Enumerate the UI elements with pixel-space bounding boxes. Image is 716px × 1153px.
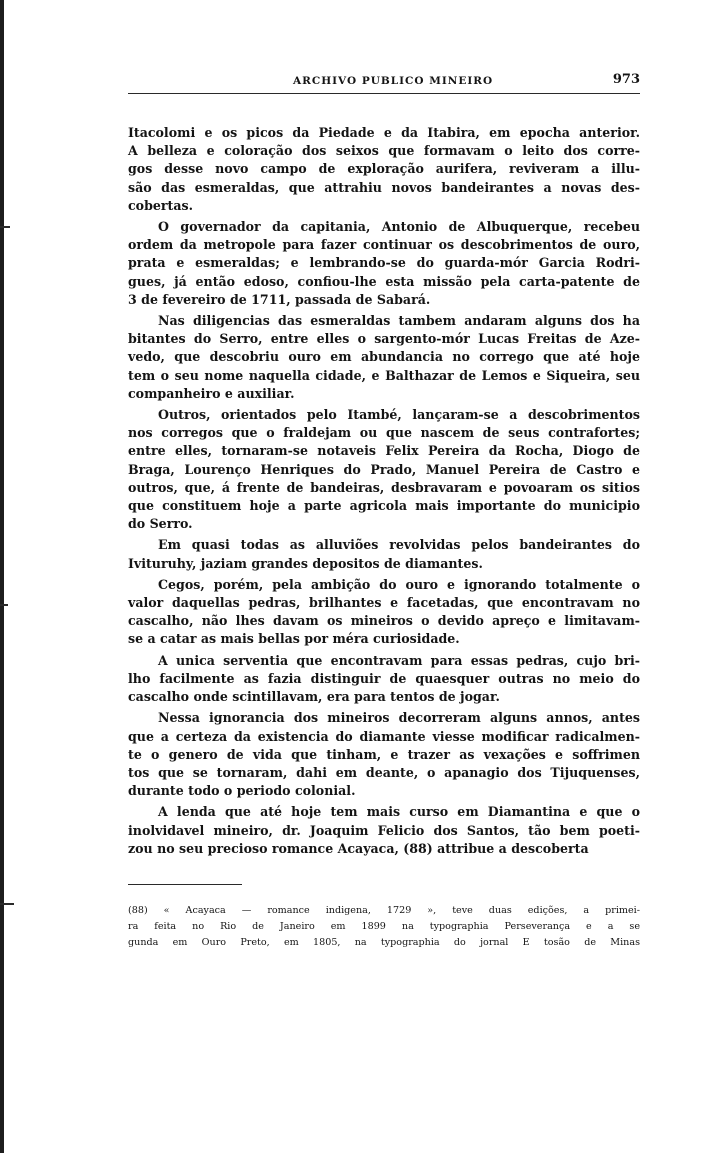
footnote-rule bbox=[128, 884, 242, 885]
footnote-line: (88) « Acayaca — romance indigena, 1729 », teve duas edições, a primei- bbox=[128, 904, 640, 916]
text-line: companheiro e auxiliar. bbox=[128, 385, 295, 401]
text-line: ordem da metropole para fazer continuar os descobrimentos de ouro, bbox=[128, 237, 640, 253]
text-line: A lenda que até hoje tem mais curso em Diamantina e que o bbox=[158, 804, 640, 820]
paragraph bbox=[128, 124, 640, 215]
text-line: zou no seu precioso romance Acayaca, (88) attribue a descoberta bbox=[128, 840, 589, 856]
footnote bbox=[128, 903, 640, 951]
text-line: se a catar as mais bellas por méra curiosidade. bbox=[128, 631, 460, 647]
text-line: tos que se tornaram, dahi em deante, o apanagio dos Tijuquenses, bbox=[128, 764, 640, 780]
paragraph bbox=[128, 536, 640, 572]
text-line: valor daquellas pedras, brilhantes e facetadas, que encontravam no bbox=[128, 595, 640, 611]
paragraph bbox=[128, 218, 640, 309]
paragraph bbox=[128, 406, 640, 533]
page-number: 973 bbox=[612, 72, 640, 87]
text-line: inolvidavel mineiro, dr. Joaquim Felicio dos Santos, tão bem poeti- bbox=[128, 822, 640, 838]
text-line: O governador da capitania, Antonio de Albuquerque, recebeu bbox=[158, 219, 640, 235]
running-head: ARCHIVO PUBLICO MINEIRO bbox=[293, 75, 494, 87]
text-line: vedo, que descobriu ouro em abundancia no corrego que até hoje bbox=[128, 349, 640, 365]
text-line: que constituem hoje a parte agricola mais importante do municipio bbox=[128, 498, 640, 514]
text-line: Nessa ignorancia dos mineiros decorreram alguns annos, antes bbox=[158, 710, 640, 726]
text-line: te o genero de vida que tinham, e trazer as vexações e soffrimen bbox=[128, 746, 640, 762]
text-line: Ivituruhy, jaziam grandes depositos de diamantes. bbox=[128, 555, 483, 571]
text-line: entre elles, tornaram-se notaveis Felix Pereira da Rocha, Diogo de bbox=[128, 443, 640, 459]
paragraph bbox=[128, 652, 640, 707]
text-line: gues, já então edoso, confiou-lhe esta missão pela carta-patente de bbox=[128, 273, 640, 289]
text-line: 3 de fevereiro de 1711, passada de Sabará. bbox=[128, 291, 431, 307]
book-page bbox=[128, 72, 640, 951]
text-line: prata e esmeraldas; e lembrando-se do guarda-mór Garcia Rodri- bbox=[128, 255, 640, 271]
paragraph bbox=[128, 576, 640, 649]
text-line: Outros, orientados pelo Itambé, lançaram-se a descobrimentos bbox=[158, 407, 640, 423]
text-line: outros, que, á frente de bandeiras, desbravaram e povoaram os sitios bbox=[128, 479, 640, 495]
text-line: do Serro. bbox=[128, 516, 193, 532]
header-rule bbox=[128, 93, 640, 94]
paragraph bbox=[128, 803, 640, 858]
text-line: Cegos, porém, pela ambição do ouro e ignorando totalmente o bbox=[158, 576, 640, 592]
text-line: A belleza e coloração dos seixos que formavam o leito dos corre- bbox=[128, 143, 640, 159]
scan-edge-mark bbox=[0, 604, 8, 606]
text-line: cascalho onde scintillavam, era para tentos de jogar. bbox=[128, 689, 500, 705]
paragraph bbox=[128, 709, 640, 800]
page-header bbox=[128, 72, 640, 96]
text-line: Braga, Lourenço Henriques do Prado, Manuel Pereira de Castro e bbox=[128, 461, 640, 477]
text-line: cobertas. bbox=[128, 197, 193, 213]
text-line: bitantes do Serro, entre elles o sargento-mór Lucas Freitas de Aze- bbox=[128, 331, 640, 347]
scan-edge-mark bbox=[0, 226, 10, 228]
text-line: Em quasi todas as alluviões revolvidas pelos bandeirantes do bbox=[158, 537, 640, 553]
text-line: lho facilmente as fazia distinguir de quaesquer outras no meio do bbox=[128, 670, 640, 686]
paragraph bbox=[128, 312, 640, 403]
text-line: nos corregos que o fraldejam ou que nascem de seus contrafortes; bbox=[128, 425, 640, 441]
footnote-line: gunda em Ouro Preto, em 1805, na typographia do jornal E tosão de Minas bbox=[128, 936, 640, 948]
scan-edge-mark bbox=[0, 903, 14, 905]
text-line: que a certeza da existencia do diamante viesse modificar radicalmen- bbox=[128, 728, 640, 744]
text-line: cascalho, não lhes davam os mineiros o devido apreço e limitavam- bbox=[128, 613, 640, 629]
text-line: gos desse novo campo de exploração aurifera, reviveram a illu- bbox=[128, 161, 640, 177]
text-line: A unica serventia que encontravam para essas pedras, cujo bri- bbox=[158, 652, 640, 668]
text-line: são das esmeraldas, que attrahiu novos bandeirantes a novas des- bbox=[128, 179, 640, 195]
page-body bbox=[128, 124, 640, 858]
text-line: tem o seu nome naquella cidade, e Balthazar de Lemos e Siqueira, seu bbox=[128, 367, 640, 383]
text-line: Nas diligencias das esmeraldas tambem andaram alguns dos ha bbox=[158, 313, 640, 329]
footnote-line: ra feita no Rio de Janeiro em 1899 na typographia Perseverança e a se bbox=[128, 920, 640, 932]
scan-binding-edge bbox=[0, 0, 4, 1153]
text-line: Itacolomi e os picos da Piedade e da Itabira, em epocha anterior. bbox=[128, 125, 640, 140]
text-line: durante todo o periodo colonial. bbox=[128, 783, 356, 799]
